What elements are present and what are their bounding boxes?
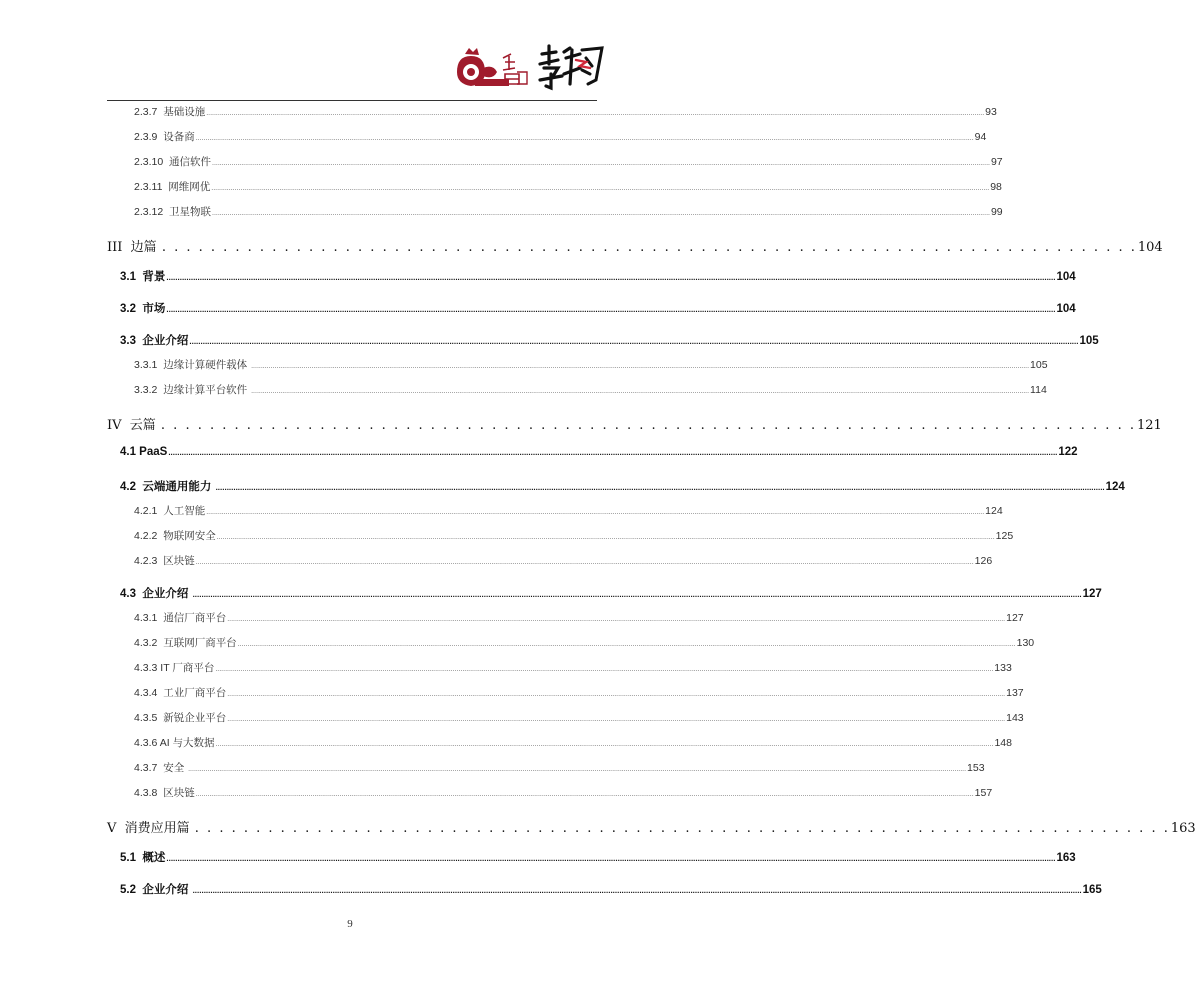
toc-entry-title: 2.3.9 设备商 [134,131,195,143]
iot-think-tank-logo [453,48,533,90]
toc-entry[interactable] [134,503,1003,518]
toc-leader-dots: ................................................................................................................................................................................................................................................................................................................................................................................................................ [166,305,1056,314]
toc-entry-title: 4.1 PaaS [120,446,168,458]
toc-entry-title: 2.3.10 通信软件 [134,156,212,168]
toc-entry-title: 5.1 概述 [120,852,166,864]
header-rule [107,100,597,101]
toc-entry-title: 4.3.6 AI 与大数据 [134,737,215,749]
toc-leader-dots: ................................................................................................................................................................................................................................................................................................................................................................................................................ [195,135,974,142]
toc-entry[interactable] [134,610,1024,625]
toc-entry-page: 163 [1170,821,1196,836]
toc-entry-page: 124 [1105,481,1125,493]
toc-entry-title: V 消费应用篇 [107,821,194,836]
toc-entry-title: 4.3 企业介绍 [120,588,192,600]
toc-entry-page: 137 [1006,687,1024,699]
toc-leader-dots: ................................................................................................................................................................................................................................................................................................................................................................................................................ [211,185,990,192]
toc-entry[interactable] [120,849,1076,865]
toc-leader-dots: ................................................................................................................................................................................................................................................................................................................................................................................................................ [166,273,1056,282]
toc-entry-page: 165 [1082,884,1102,896]
toc-entry-page: 104 [1137,240,1163,255]
toc-entry-title: 4.2 云端通用能力 [120,481,215,493]
toc-leader-dots: ................................................................................................................................................................................................................................................................................................................................................................................................................ [212,160,990,167]
toc-entry[interactable] [107,236,1163,255]
toc-entry[interactable] [120,268,1076,284]
toc-entry-title: IV 云篇 [107,418,160,433]
toc-leader-dots: . . . . . . . . . . . . . . . . . . . . . . . . . . . . . . . . . . . . . . . . . . . . . . . . . . . . . . . . . . . . . . . . . . . . . . . . . . . . . . . . [194,821,1170,836]
toc-entry-page: 104 [1056,303,1076,315]
toc-entry[interactable] [120,881,1102,897]
toc-entry[interactable] [134,710,1024,725]
toc-entry-title: III 边篇 [107,240,161,255]
toc-entry-title: 4.3.2 互联网厂商平台 [134,637,237,649]
toc-entry-title: 4.3.7 安全 [134,762,188,774]
toc-leader-dots: ................................................................................................................................................................................................................................................................................................................................................................................................................ [251,363,1030,370]
toc-entry-title: 3.1 背景 [120,271,166,283]
toc-entry-page: 98 [990,181,1002,193]
toc-entry[interactable] [134,528,1014,543]
toc-entry-title: 4.3.4 工业厂商平台 [134,687,227,699]
toc-entry-page: 148 [994,737,1012,749]
page-number: 9 [347,918,353,930]
toc-entry-page: 93 [985,106,997,118]
toc-entry-page: 121 [1136,418,1162,433]
toc-entry[interactable] [134,553,993,568]
toc-leader-dots: ................................................................................................................................................................................................................................................................................................................................................................................................................ [251,388,1030,395]
toc-leader-dots: ................................................................................................................................................................................................................................................................................................................................................................................................................ [212,210,990,217]
toc-leader-dots: ................................................................................................................................................................................................................................................................................................................................................................................................................ [195,791,974,798]
toc-leader-dots: ................................................................................................................................................................................................................................................................................................................................................................................................................ [227,716,1006,723]
toc-entry-page: 105 [1030,359,1048,371]
toc-entry[interactable] [134,104,997,119]
toc-leader-dots: ................................................................................................................................................................................................................................................................................................................................................................................................................ [168,448,1058,457]
toc-leader-dots: ................................................................................................................................................................................................................................................................................................................................................................................................................ [189,337,1079,346]
toc-entry-page: 163 [1056,852,1076,864]
toc-entry[interactable] [134,204,1003,219]
toc-entry[interactable] [134,129,987,144]
toc-entry[interactable] [134,635,1035,650]
toc-entry-title: 3.3.2 边缘计算平台软件 [134,384,251,396]
page-header [0,0,700,100]
toc-entry[interactable] [134,735,1012,750]
toc-leader-dots: ................................................................................................................................................................................................................................................................................................................................................................................................................ [206,509,985,516]
toc-entry-title: 4.3.8 区块链 [134,787,195,799]
toc-entry-title: 2.3.12 卫星物联 [134,206,212,218]
toc-entry-title: 3.3 企业介绍 [120,335,189,347]
toc-leader-dots: ................................................................................................................................................................................................................................................................................................................................................................................................................ [192,590,1082,599]
toc-leader-dots: ................................................................................................................................................................................................................................................................................................................................................................................................................ [227,691,1006,698]
toc-entry-title: 4.2.2 物联网安全 [134,530,216,542]
toc-entry-title: 2.3.7 基础设施 [134,106,206,118]
toc-entry[interactable] [134,760,985,775]
toc-entry[interactable] [134,179,1002,194]
toc-entry-page: 114 [1030,384,1047,396]
toc-entry[interactable] [120,585,1102,601]
zhiwu-logo [536,44,606,92]
toc-entry-title: 4.3.3 IT 厂商平台 [134,662,215,674]
toc-entry-page: 130 [1016,637,1035,649]
toc-entry-page: 122 [1058,446,1078,458]
toc-entry-page: 127 [1082,588,1102,600]
toc-entry-title: 4.3.1 通信厂商平台 [134,612,227,624]
toc-entry-page: 97 [990,156,1003,168]
toc-entry[interactable] [120,446,1078,458]
toc-entry-title: 2.3.11 网维网优 [134,181,211,193]
toc-entry-title: 3.2 市场 [120,303,166,315]
toc-entry[interactable] [120,300,1076,316]
toc-entry[interactable] [134,785,993,800]
toc-entry-page: 143 [1006,712,1024,724]
toc-entry-page: 105 [1079,335,1099,347]
toc-entry-title: 3.3.1 边缘计算硬件载体 [134,359,251,371]
toc-leader-dots: ................................................................................................................................................................................................................................................................................................................................................................................................................ [166,854,1056,863]
toc-leader-dots: ................................................................................................................................................................................................................................................................................................................................................................................................................ [192,886,1082,895]
toc-entry[interactable] [107,414,1162,433]
toc-entry-title: 4.3.5 新锐企业平台 [134,712,227,724]
toc-entry[interactable] [120,332,1099,348]
toc-entry[interactable] [107,817,1196,836]
toc-entry[interactable] [134,154,1003,169]
toc-entry-title: 4.2.1 人工智能 [134,505,206,517]
toc-leader-dots: . . . . . . . . . . . . . . . . . . . . . . . . . . . . . . . . . . . . . . . . . . . . . . . . . . . . . . . . . . . . . . . . . . . . . . . . . . . . . . . . [160,418,1136,433]
toc-leader-dots: ................................................................................................................................................................................................................................................................................................................................................................................................................ [215,666,994,673]
toc-leader-dots: ................................................................................................................................................................................................................................................................................................................................................................................................................ [206,110,985,117]
toc-leader-dots: ................................................................................................................................................................................................................................................................................................................................................................................................................ [227,616,1006,623]
toc-leader-dots: ................................................................................................................................................................................................................................................................................................................................................................................................................ [215,741,994,748]
toc-leader-dots: . . . . . . . . . . . . . . . . . . . . . . . . . . . . . . . . . . . . . . . . . . . . . . . . . . . . . . . . . . . . . . . . . . . . . . . . . . . . . . . . [161,240,1137,255]
toc-entry[interactable] [134,685,1024,700]
toc-leader-dots: ................................................................................................................................................................................................................................................................................................................................................................................................................ [216,534,995,541]
toc-entry-page: 99 [990,206,1003,218]
toc-leader-dots: ................................................................................................................................................................................................................................................................................................................................................................................................................ [215,483,1105,492]
toc-entry-page: 133 [994,662,1012,674]
toc-entry-page: 127 [1006,612,1024,624]
toc-leader-dots: ................................................................................................................................................................................................................................................................................................................................................................................................................ [188,766,967,773]
toc-entry[interactable] [134,382,1047,397]
toc-entry-page: 153 [967,762,985,774]
toc-entry-page: 94 [974,131,987,143]
toc-entry-page: 125 [995,530,1014,542]
toc-entry[interactable] [134,357,1048,372]
toc-entry-page: 104 [1056,271,1076,283]
toc-entry-page: 124 [985,505,1003,517]
toc-entry[interactable] [134,660,1012,675]
toc-leader-dots: ................................................................................................................................................................................................................................................................................................................................................................................................................ [195,559,974,566]
toc-entry-page: 126 [974,555,993,567]
toc-leader-dots: ................................................................................................................................................................................................................................................................................................................................................................................................................ [237,641,1016,648]
toc-entry-title: 5.2 企业介绍 [120,884,192,896]
toc-entry[interactable] [120,478,1125,494]
toc-entry-title: 4.2.3 区块链 [134,555,195,567]
toc-entry-page: 157 [974,787,993,799]
